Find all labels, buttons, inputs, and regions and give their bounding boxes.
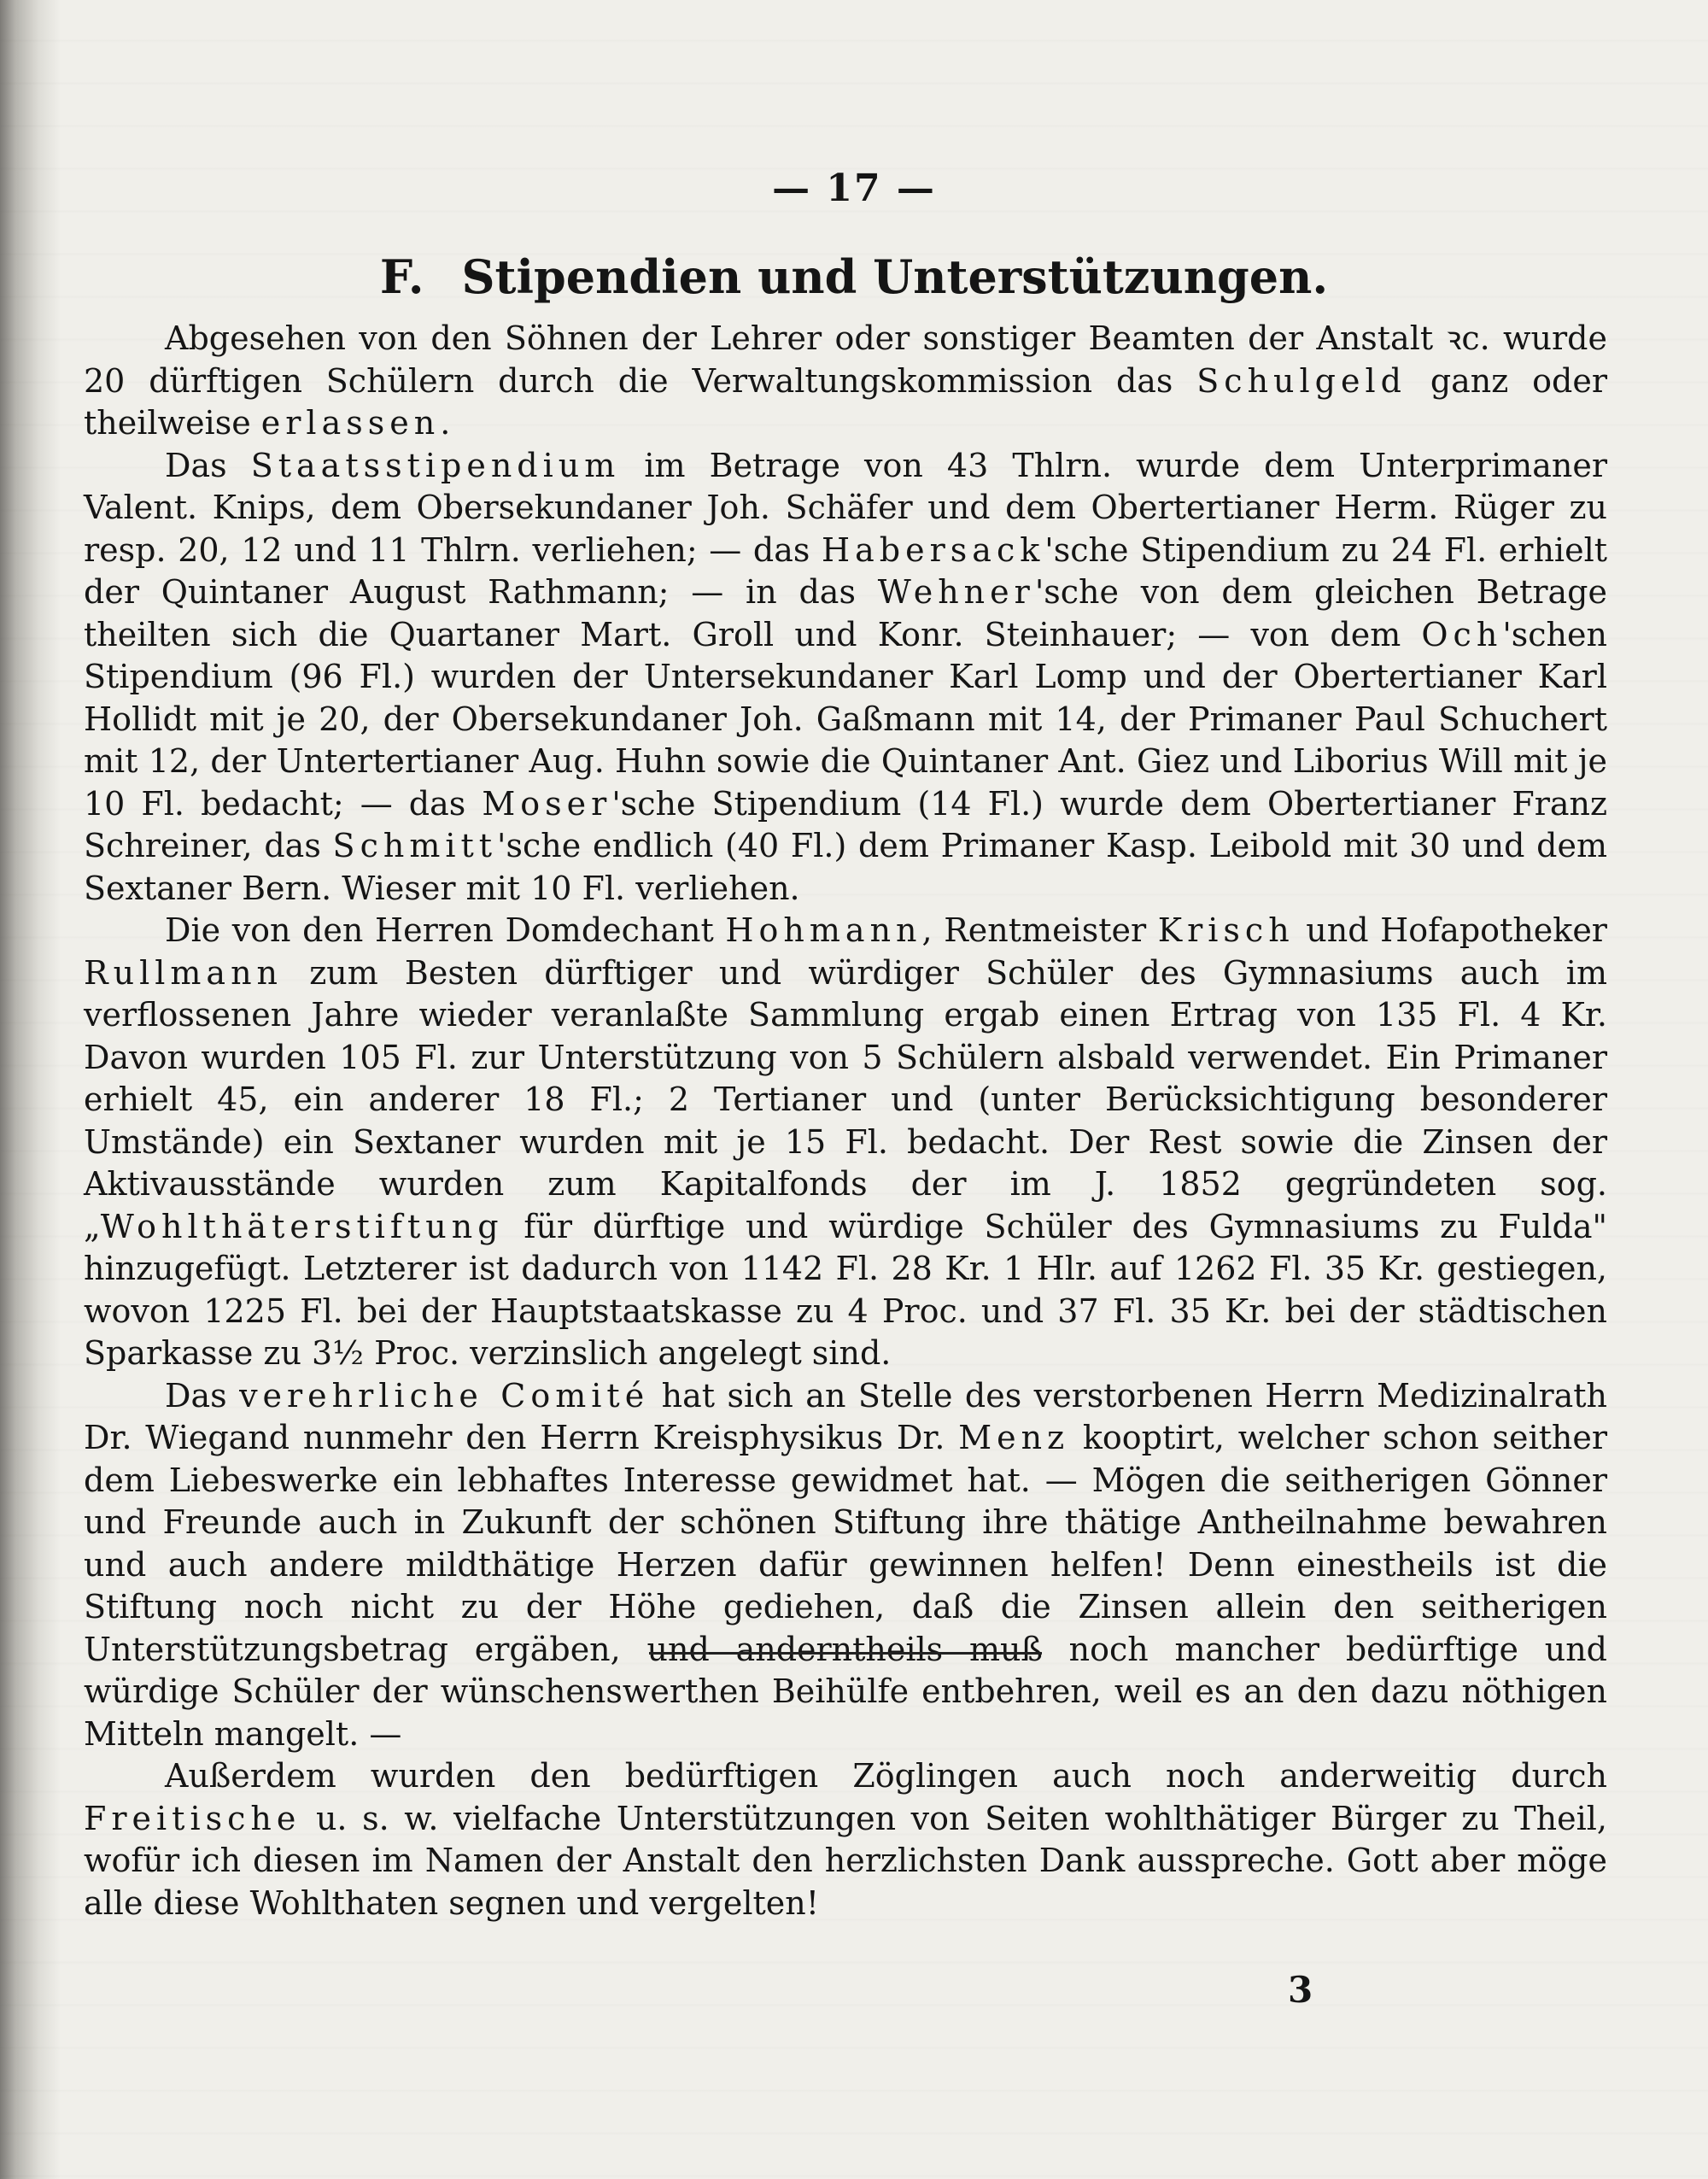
paragraph-state-stipend xyxy=(84,445,1607,911)
emphasized-text: Habersack xyxy=(822,530,1045,569)
page-number: — 17 — xyxy=(772,167,936,210)
text-run: für dürftige und würdige Schüler des Gymnasiums zu Fulda" hinzugefügt. Letzterer ist dadurch von 1142 Fl. 28 Kr. 1 Hlr. auf 1262 Fl. 35 Kr. gestiegen, wovon 1225 Fl. bei der Hauptstaatskasse zu 4 Proc. und 37 Fl. 35 Kr. bei der städtischen Sparkasse zu 3½ Proc. verzinslich angelegt sind. xyxy=(84,1207,1607,1372)
text-run: u. s. w. vielfache Unterstützungen von Seiten wohlthätiger Bürger zu Theil, wofür ich diesen im Namen der Anstalt den herzlichsten Dank ausspreche. Gott aber möge alle diese Wohlthaten segnen und vergelten! xyxy=(84,1799,1607,1922)
emphasized-text: erlassen xyxy=(260,404,441,442)
text-run: Außerdem wurden den bedürftigen Zöglingen auch noch anderweitig durch xyxy=(165,1757,1607,1795)
paragraph-collection xyxy=(84,910,1607,1375)
emphasized-text: Freitische xyxy=(84,1799,301,1837)
text-run: . xyxy=(440,404,451,442)
text-run: 'schen Stipendium (96 Fl.) wurden der Untersekundaner Karl Lomp und der Obertertianer Karl Hollidt mit je 20, der Obersekundaner Joh. Gaßmann mit 14, der Primaner Paul Schuchert mit 12, der Untertertianer Aug. Huhn sowie die Quintaner Ant. Giez und Liborius Will mit je 10 Fl. bedacht; — das xyxy=(84,615,1607,823)
paragraph-school-fees xyxy=(84,318,1607,445)
section-letter: F. xyxy=(379,249,424,304)
emphasized-text: Schmitt xyxy=(332,827,498,864)
paragraph-committee xyxy=(84,1375,1607,1756)
body-text xyxy=(84,318,1607,1924)
text-run: 'sche Stipendium zu 24 Fl. erhielt der Quintaner August Rathmann; — in das xyxy=(84,530,1607,611)
emphasized-text: Wehner xyxy=(877,573,1035,611)
text-run: und Hofapotheker xyxy=(1294,911,1607,949)
section-title: Stipendien und Unterstützungen. xyxy=(461,249,1329,304)
emphasized-text: Moser xyxy=(482,784,612,823)
emphasized-text: Staatsstipendium xyxy=(250,446,621,484)
text-run: Das xyxy=(165,1376,240,1415)
section-heading xyxy=(0,249,1708,304)
emphasized-text: Schulgeld xyxy=(1196,361,1407,400)
text-run: , Rentmeister xyxy=(921,911,1158,949)
text-run: 'sche von dem gleichen Betrage theilten sich die Quartaner Mart. Groll und Konr. Steinhauer; — von dem xyxy=(84,573,1607,653)
binding-shadow xyxy=(0,0,60,2179)
text-run: 'sche Stipendium (14 Fl.) wurde dem Obertertianer Franz Schreiner, das xyxy=(84,784,1608,864)
text-run: im Betrage von 43 Thlrn. wurde dem Unterprimaner Valent. Knips, dem Obersekundaner Joh. Schäfer und dem Obertertianer Herm. Rüger zu resp. 20, 12 und 11 Thlrn. verliehen; — das xyxy=(84,446,1607,569)
text-run: kooptirt, welcher schon seither dem Liebeswerke ein lebhaftes Interesse gewidmet hat. — Mögen die seitherigen Gönner und Freunde auch in Zukunft der schönen Stiftung ihre thätige Antheilnahme bewahren und auch andere mildthätige Herzen dafür gewinnen helfen! Denn einestheils ist die Stiftung noch nicht zu der Höhe gediehen, daß die Zinsen allein den seitherigen Unterstützungsbetrag ergäben, und anderntheils muß noch mancher bedürftige und würdige Schüler der wünschenswerthen Beihülfe entbehren, weil es an den dazu nöthigen Mitteln mangelt. — xyxy=(84,1419,1607,1753)
paragraph-free-meals xyxy=(84,1755,1607,1924)
section-divider xyxy=(649,1652,1042,1655)
text-run: Das xyxy=(165,446,251,484)
text-run: ganz oder theilweise xyxy=(84,361,1607,442)
text-run: Abgesehen von den Söhnen der Lehrer oder sonstiger Beamten der Anstalt ꝛc. wurde 20 dürftigen Schülern durch die Verwaltungskommission das xyxy=(84,319,1607,400)
emphasized-text: Rullmann xyxy=(84,953,284,992)
emphasized-text: Och xyxy=(1421,615,1503,653)
emphasized-text: Hohmann xyxy=(725,911,922,949)
text-run: 'sche endlich (40 Fl.) dem Primaner Kasp. Leibold mit 30 und dem Sextaner Bern. Wieser mit 10 Fl. verliehen. xyxy=(84,827,1608,907)
emphasized-text: Wohlthäterstiftung xyxy=(100,1207,504,1245)
sheet-signature-number: 3 xyxy=(1288,1969,1313,2011)
text-run: hat sich an Stelle des verstorbenen Herrn Medizinalrath Dr. Wiegand nunmehr den Herrn Kreisphysikus Dr. xyxy=(84,1376,1608,1456)
text-run: zum Besten dürftiger und würdiger Schüler des Gymnasiums auch im verflossenen Jahre wieder veranlaßte Sammlung ergab einen Ertrag von 135 Fl. 4 Kr. Davon wurden 105 Fl. zur Unterstützung von 5 Schülern alsbald verwendet. Ein Primaner erhielt 45, ein anderer 18 Fl.; 2 Tertianer und (unter Berücksichtigung besonderer Umstände) ein Sextaner wurden mit je 15 Fl. bedacht. Der Rest sowie die Zinsen der Aktivausstände wurden zum Kapitalfonds der im J. 1852 gegründeten sog. „ xyxy=(84,953,1607,1245)
emphasized-text: Menz xyxy=(958,1419,1070,1456)
emphasized-text: Krisch xyxy=(1157,911,1295,949)
emphasized-text: verehrliche Comité xyxy=(239,1376,650,1415)
text-run: Die von den Herren Domdechant xyxy=(165,911,726,949)
